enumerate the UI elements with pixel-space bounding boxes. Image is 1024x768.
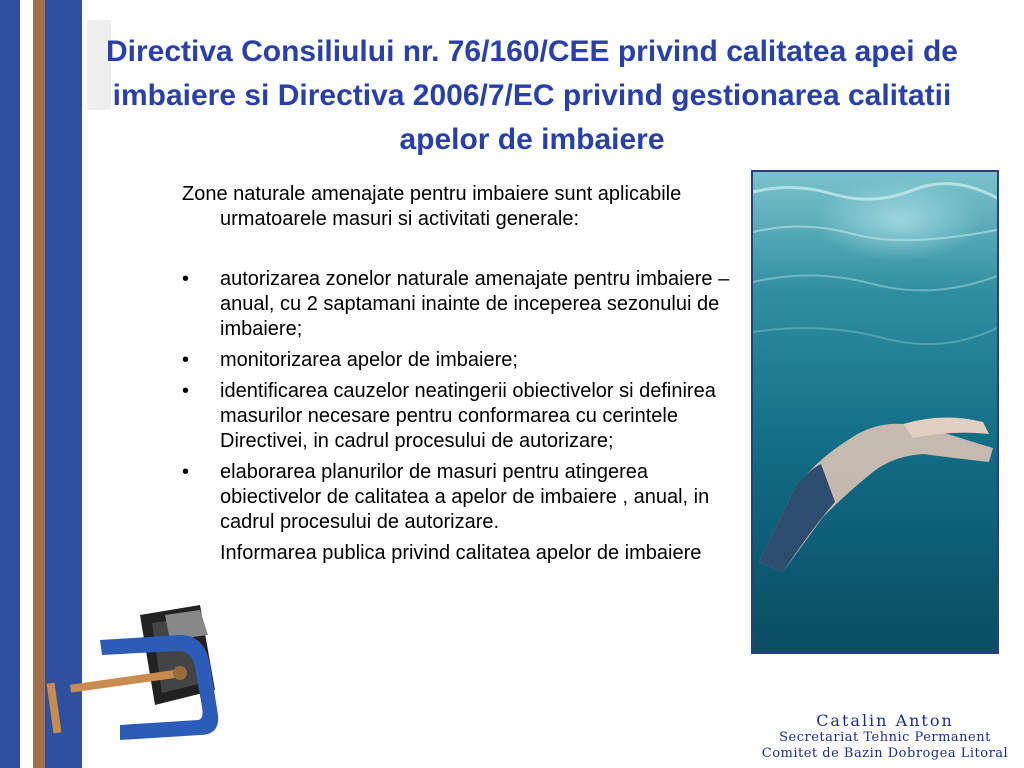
bullet-icon: •: [182, 380, 190, 402]
list-item-text: monitorizarea apelor de imbaiere;: [220, 349, 518, 371]
list-item: [182, 348, 737, 373]
author-office: Secretariat Tehnic Permanent: [779, 730, 991, 745]
slide-body: [182, 182, 737, 566]
signature-block: [760, 712, 1010, 762]
bullet-icon: •: [182, 349, 190, 371]
list-item-text: autorizarea zonelor naturale amenajate pentru imbaiere – anual, cu 2 saptamani inainte de inceperea sezonului de imbaiere;: [220, 268, 730, 340]
author-name: Catalin Anton: [816, 711, 954, 730]
list-item: [182, 267, 737, 342]
author-committee: Comitet de Bazin Dobrogea Litoral: [761, 746, 1009, 761]
list-item: [182, 379, 737, 454]
bullet-icon: •: [182, 268, 190, 290]
list-item-public-info: Informarea publica privind calitatea apelor de imbaiere: [220, 542, 702, 564]
list-item-text: identificarea cauzelor neatingerii obiectivelor si definirea masurilor necesare pentru conformarea cu cerintele Directivei, in cadrul procesului de autorizare;: [220, 380, 716, 452]
list-item: [182, 460, 737, 535]
list-item-text: elaborarea planurilor de masuri pentru atingerea obiectivelor de calitatea a apelor de imbaiere , anual, in cadrul procesului de autorizare.: [220, 461, 710, 533]
bullet-icon: •: [182, 461, 190, 483]
decor-stripe-blue: [0, 0, 20, 768]
slide-title: Directiva Consiliului nr. 76/160/CEE privind calitatea apei de imbaiere si Directiva 2006/7/EC privind gestionarea calitatii apelor de imbaiere: [106, 35, 958, 156]
clamp-with-wallet-illustration: [40, 595, 230, 760]
swimmer-underwater-photo: [751, 170, 999, 654]
intro-text: Zone naturale amenajate pentru imbaiere sunt aplicabile urmatoarele masuri si activitati generale:: [182, 183, 682, 230]
decor-stripe-white: [20, 0, 33, 768]
